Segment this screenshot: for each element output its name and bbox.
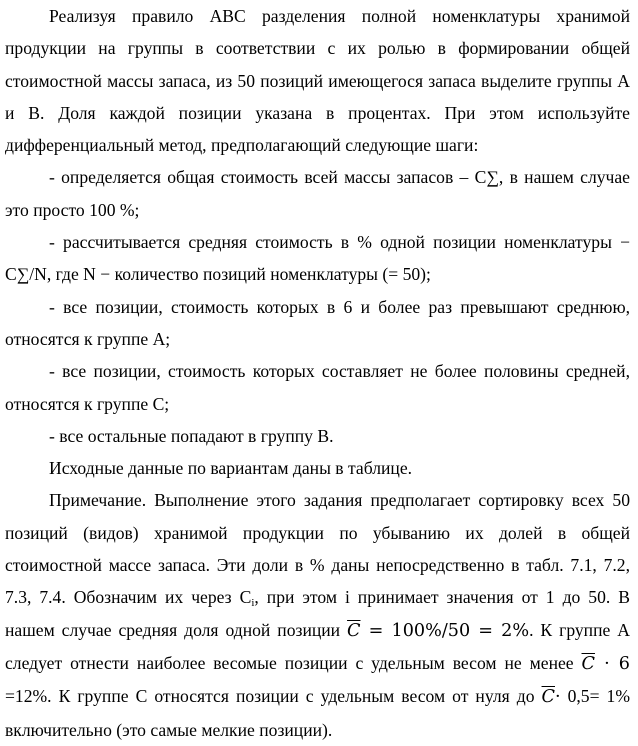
c-bar-symbol-3: $\overline{C}$ bbox=[541, 687, 555, 708]
subscript-i: i bbox=[251, 597, 255, 610]
c-bar-symbol-1: $\overline{C}$ bbox=[347, 620, 361, 641]
formula-dot: · bbox=[555, 687, 561, 708]
step-average-cost: - рассчитывается средняя стоимость в % одной позиции номенклатуры − С∑/N, где N − количество позиций номенклатуры (= 50); bbox=[5, 232, 630, 285]
step-group-a: - все позиции, стоимость которых в 6 и более раз превышают среднюю, относятся к группе А; bbox=[5, 296, 630, 349]
remark-text-4: =12%. К группе С относятся позиции с удельным весом от нуля до bbox=[5, 686, 542, 707]
remark-paragraph bbox=[5, 484, 630, 745]
intro-paragraph: Реализуя правило АВС разделения полной номенклатуры хранимой продукции на группы в соответствии с их ролью в формировании общей стоимостной массы запаса, из 50 позиций имеющегося запаса выделите группы А и В. Доля каждой позиции указана в процентах. При этом используйте дифференциальный метод, предполагающий следующие шаги: bbox=[5, 6, 630, 156]
step-group-c: - все позиции, стоимость которых составляет не более половины средней, относятся к группе С; bbox=[5, 361, 630, 414]
remark-text-1: Примечание. Выполнение этого задания предполагает сортировку всех 50 позиций (видов) хранимой продукции по убыванию их долей в общей стоимостной массе запаса. Эти доли в % даны непосредственно в табл. 7.1, 7.2, 7.3, 7.4. Обозначим их через С bbox=[5, 490, 630, 608]
c-bar-symbol-2: $\overline{C}$ bbox=[581, 653, 595, 674]
step-group-b: - все остальные попадают в группу В. bbox=[49, 425, 334, 446]
remark-text-5: 0,5= 1% включительно (это самые мелкие позиции). bbox=[5, 686, 630, 740]
remark-text-2: , при этом i принимает значения от 1 до 50. В нашем случае средняя доля одной позиции bbox=[5, 587, 630, 640]
step-total-cost: - определяется общая стоимость всей массы запасов – С∑, в нашем случае это просто 100 %; bbox=[5, 167, 630, 220]
source-data-note: Исходные данные по вариантам даны в таблице. bbox=[49, 458, 413, 479]
formula-times-six: · 6 bbox=[594, 653, 630, 674]
formula-average-share: = 100%/50 = 2% bbox=[360, 620, 530, 641]
remark-text-3: . К группе А следует отнести наиболее весомые позиции с удельным весом не менее bbox=[5, 619, 630, 673]
